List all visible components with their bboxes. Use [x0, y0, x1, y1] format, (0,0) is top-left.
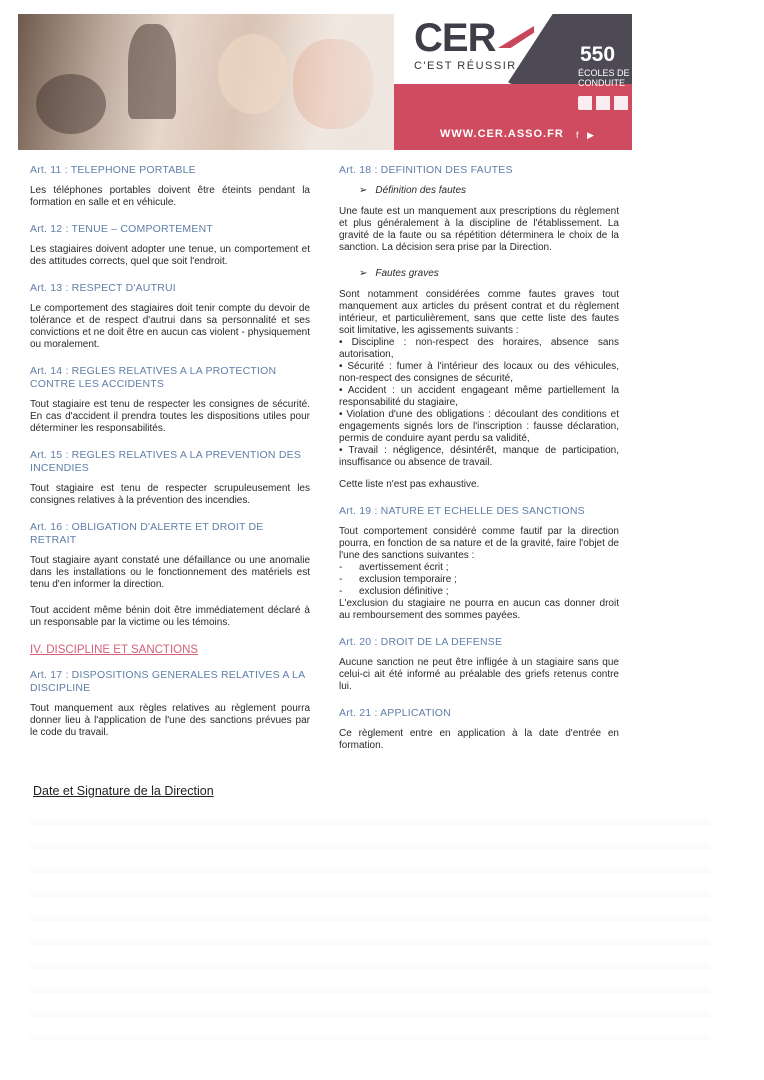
art21-text: Ce règlement entre en application à la date d'entrée en formation.: [339, 728, 619, 751]
cer-logo: CER: [414, 16, 496, 60]
left-column: [30, 164, 310, 753]
schools-count-label: ÉCOLES DE CONDUITE: [578, 68, 630, 88]
art18-bullets: [339, 337, 619, 469]
list-item: • Travail : négligence, désintérêt, manque de participation, insuffisance ou absence de travail.: [339, 445, 619, 468]
art16-text-2: Tout accident même bénin doit être immédiatement déclaré à un responsable par la victime ou les témoins.: [30, 605, 310, 628]
section-discipline-title: IV. DISCIPLINE ET SANCTIONS: [30, 644, 199, 656]
arrow-bullet-icon: ➢: [359, 185, 368, 196]
list-item: • Violation d'une des obligations : découlant des conditions et engagements signés lors de l'inscription : fausse déclaration, permis de conduire ayant perdu sa validité,: [339, 409, 619, 444]
list-item: - exclusion temporaire ;: [339, 574, 619, 586]
art21-title: Art. 21 : APPLICATION: [339, 707, 451, 719]
art18-sub-definition: [359, 185, 619, 197]
art12-title: Art. 12 : TENUE – COMPORTEMENT: [30, 223, 213, 235]
art13-text: Le comportement des stagiaires doit tenir compte du devoir de tolérance et de respect d'autrui dans sa personnalité et ses convictions et ne doit être en aucun cas violent - physiquement ou moralement.: [30, 303, 310, 350]
art17-text: Tout manquement aux règles relatives au règlement pourra donner lieu à l'application de l'une des sanctions prévues par le code du travail.: [30, 703, 310, 738]
signature-area: [30, 820, 710, 1040]
art17-title: Art. 17 : DISPOSITIONS GENERALES RELATIVES A LA DISCIPLINE: [30, 669, 305, 694]
website-url: WWW.CER.ASSO.FR: [440, 128, 564, 140]
art11-text: Les téléphones portables doivent être éteints pendant la formation en salle et en véhicule.: [30, 185, 310, 208]
right-column: [339, 164, 619, 766]
sanctions-list: [339, 562, 619, 598]
art16-text-1: Tout stagiaire ayant constaté une défaillance ou une anomalie dans les installations ou le fonctionnement des matériels est tenu d'en informer la direction.: [30, 555, 310, 590]
art13-title: Art. 13 : RESPECT D'AUTRUI: [30, 282, 176, 294]
logo-tagline: C'EST RÉUSSIR: [414, 60, 517, 72]
cars-icon: [578, 96, 632, 110]
art18-title: Art. 18 : DEFINITION DES FAUTES: [339, 164, 513, 176]
art18-text-2: Sont notamment considérées comme fautes graves tout manquement aux articles du présent contrat et du règlement intérieur, et particulièrement, sans que cette liste des fautes soit limitative, les agissements suivants :: [339, 289, 619, 336]
list-item: - avertissement écrit ;: [339, 562, 619, 574]
schools-count: 550: [580, 43, 616, 66]
art15-text: Tout stagiaire est tenu de respecter scrupuleusement les consignes relatives à la prévention des incendies.: [30, 483, 310, 506]
social-icons: f ▶: [576, 130, 597, 140]
art14-text: Tout stagiaire est tenu de respecter les consignes de sécurité. En cas d'accident il prendra toutes les dispositions utiles pour déterminer les responsabilités.: [30, 399, 310, 434]
art19-text-2: L'exclusion du stagiaire ne pourra en aucun cas donner droit au remboursement des sommes payées.: [339, 598, 619, 621]
arrow-bullet-icon: ➢: [359, 268, 368, 279]
art19-title: Art. 19 : NATURE ET ECHELLE DES SANCTIONS: [339, 505, 585, 517]
art18-sub-graves-label: Fautes graves: [375, 268, 439, 279]
art15-title: Art. 15 : REGLES RELATIVES A LA PREVENTION DES INCENDIES: [30, 449, 302, 474]
art18-sub-graves: [359, 268, 619, 280]
header-photo: [18, 14, 398, 150]
art20-text: Aucune sanction ne peut être infligée à un stagiaire sans que celui-ci ait été informé au préalable des griefs retenus contre lui.: [339, 657, 619, 692]
art20-title: Art. 20 : DROIT DE LA DEFENSE: [339, 636, 503, 648]
art12-text: Les stagiaires doivent adopter une tenue, un comportement et des attitudes corrects, quel que soit l'endroit.: [30, 244, 310, 267]
art18-sub-definition-label: Définition des fautes: [375, 185, 467, 196]
art18-text-3: Cette liste n'est pas exhaustive.: [339, 479, 480, 490]
list-item: • Accident : un accident engageant même partiellement la responsabilité du stagiaire,: [339, 385, 619, 408]
art16-title: Art. 16 : OBLIGATION D'ALERTE ET DROIT DE RETRAIT: [30, 521, 264, 546]
art11-title: Art. 11 : TELEPHONE PORTABLE: [30, 164, 196, 176]
art18-text-1: Une faute est un manquement aux prescriptions du règlement et plus généralement à la discipline de l'établissement. La gravité de la faute ou sa répétition déterminera le choix de la sanction. La décision sera prise par la Direction.: [339, 206, 619, 253]
art19-text-1: Tout comportement considéré comme fautif par la direction pourra, en fonction de sa nature et de la gravité, faire l'objet de l'une des sanctions suivantes :: [339, 526, 619, 561]
list-item: • Discipline : non-respect des horaires, absence sans autorisation,: [339, 337, 619, 360]
art14-title: Art. 14 : REGLES RELATIVES A LA PROTECTION CONTRE LES ACCIDENTS: [30, 365, 277, 390]
signature-label: Date et Signature de la Direction: [33, 784, 214, 798]
list-item: - exclusion définitive ;: [339, 586, 619, 598]
list-item: • Sécurité : fumer à l'intérieur des locaux ou des véhicules, non-respect des consignes de sécurité,: [339, 361, 619, 384]
